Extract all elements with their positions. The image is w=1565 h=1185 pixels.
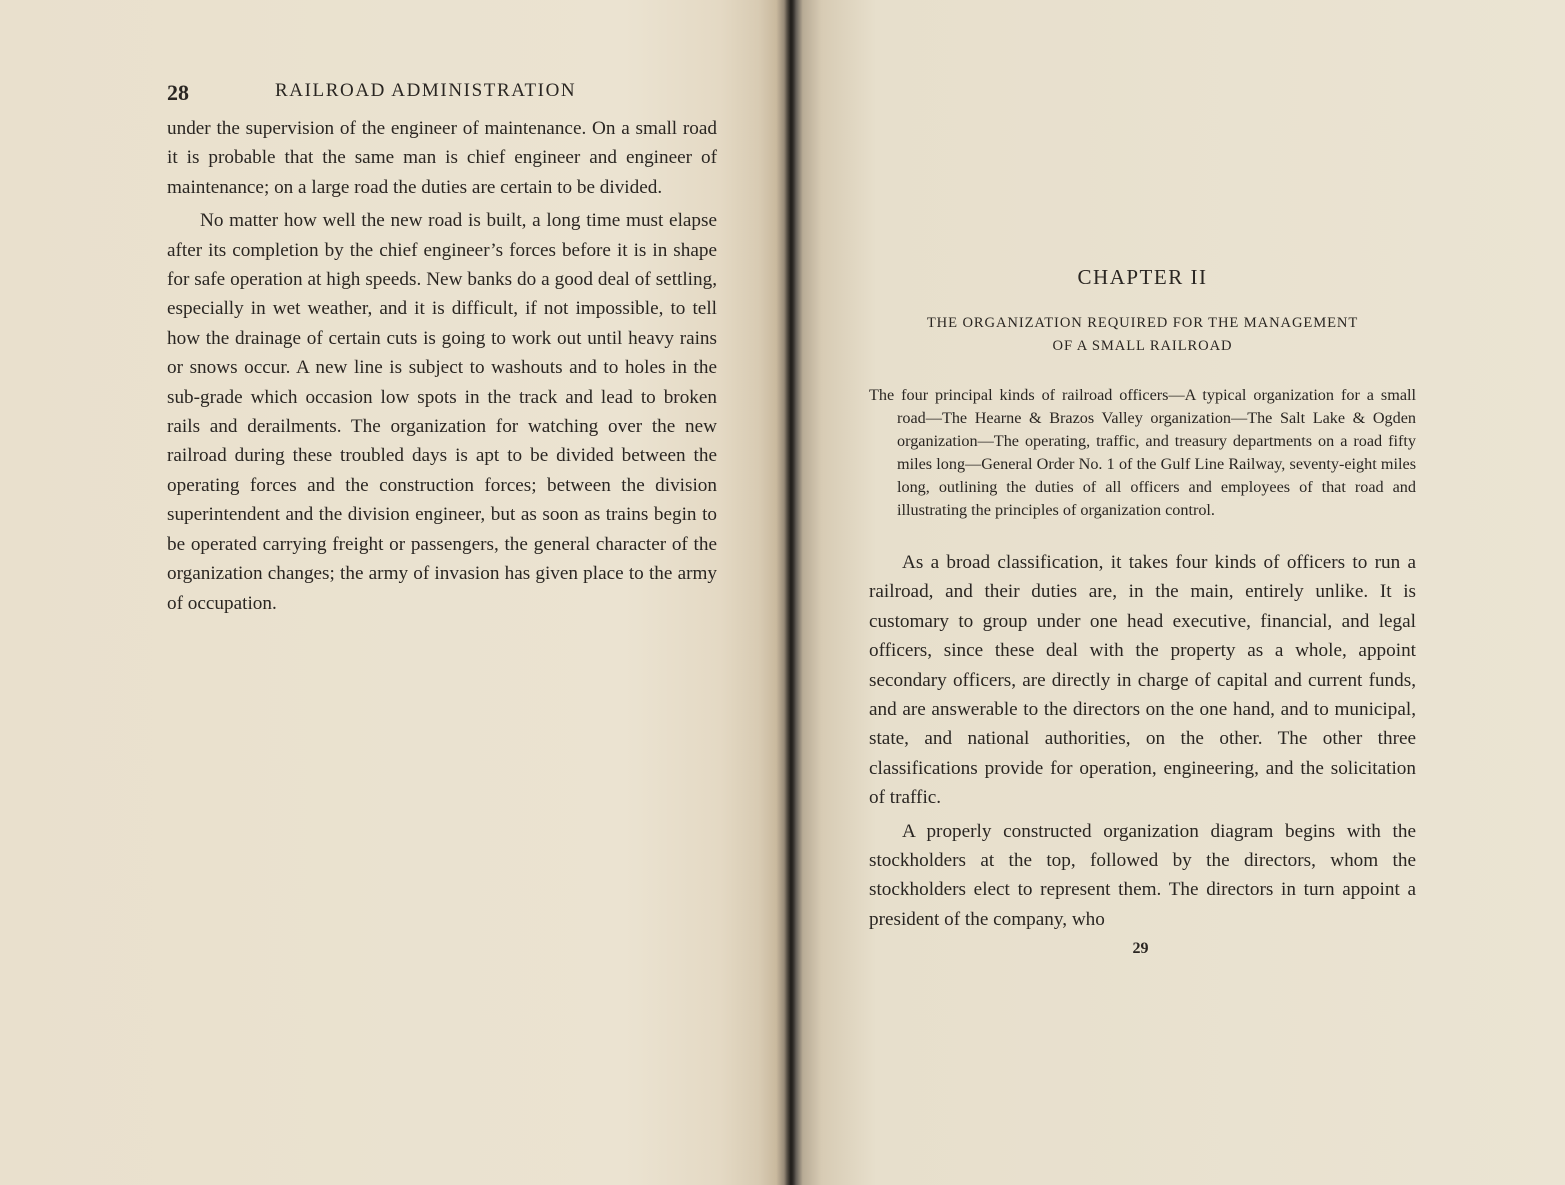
chapter-subtitle xyxy=(869,312,1416,358)
book-gutter xyxy=(784,0,796,1185)
paragraph: No matter how well the new road is built, a long time must elapse after its completion by the chief engineer’s forces before it is in shape for safe operation at high speeds. New banks do a good deal of settling, especially in wet weather, and it is difficult, if not impossible, to tell how the drainage of certain cuts is going to work out until heavy rains or snows occur. A new line is subject to washouts and to holes in the sub-grade which occasion low spots in the track and lead to broken rails and derailments. The organization for watching over the new railroad during these troubled days is apt to be divided between the operating forces and the construction forces; between the division superintendent and the division engineer, but as soon as trains begin to be operated carrying freight or passengers, the general character of the organization changes; the army of invasion has given place to the army of occupation. xyxy=(167,210,717,614)
chapter-synopsis: The four principal kinds of railroad officers—A typical organization for a small road—The Hearne & Brazos Valley organization—The Salt Lake & Ogden organization—The operating, traffic, and treasury departments on a road fifty miles long—General Order No. 1 of the Gulf Line Railway, seventy-eight miles long, outlining the duties of all officers and employees of that road and illustrating the principles of organization control. xyxy=(869,386,1416,519)
chapter-subtitle-line: OF A SMALL RAILROAD xyxy=(1052,338,1233,354)
running-head-title: RAILROAD ADMINISTRATION xyxy=(275,80,577,101)
left-body-text xyxy=(167,114,717,618)
left-page xyxy=(167,78,717,618)
paragraph: A properly constructed organization diagram begins with the stockholders at the top, followed by the directors, whom the stockholders elect to represent them. The directors in turn appoint a president of the company, who xyxy=(869,820,1416,930)
paragraph: As a broad classification, it takes four kinds of officers to run a railroad, and their duties are, in the main, entirely unlike. It is customary to group under one head executive, financial, and legal officers, since these deal with the property as a whole, appoint secondary officers, are directly in charge of capital and current funds, and are answerable to the directors on the one hand, and to municipal, state, and national authorities, on the other. The other three classifications provide for operation, engineering, and the solicitation of traffic. xyxy=(869,552,1416,809)
chapter-subtitle-line: THE ORGANIZATION REQUIRED FOR THE MANAGEMENT xyxy=(926,315,1359,331)
right-page xyxy=(869,265,1416,958)
page-number-left: 28 xyxy=(167,80,189,105)
page-number-right: 29 xyxy=(1132,940,1149,958)
paragraph: under the supervision of the engineer of maintenance. On a small road it is probable that the same man is chief engineer and engineer of maintenance; on a large road the duties are certain to be divided. xyxy=(167,118,717,198)
chapter-title: CHAPTER II xyxy=(1077,265,1208,289)
right-body-text xyxy=(869,548,1416,934)
running-head xyxy=(167,78,717,114)
